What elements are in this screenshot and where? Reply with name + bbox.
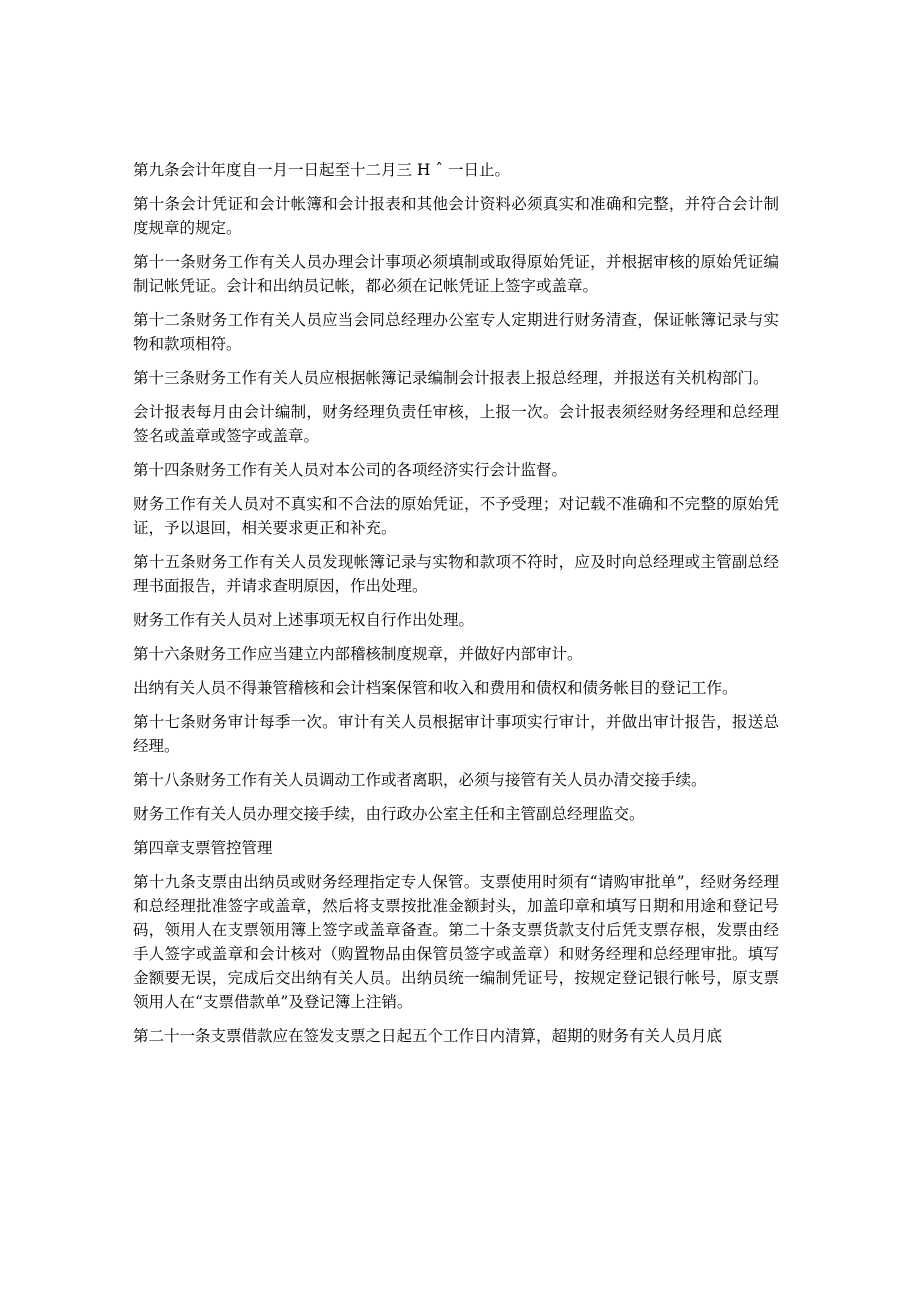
article-21-paragraph: 第二十一条支票借款应在签发支票之日起五个工作日内清算，超期的财务有关人员月底 (133, 1027, 723, 1045)
article-10-paragraph: 第十条会计凭证和会计帐簿和会计报表和其他会计资料必须真实和准确和完整，并符合会计制度规章的规定。 (133, 195, 779, 237)
chapter-4-heading: 第四章支票管控管理 (133, 839, 273, 857)
cashier-restriction-paragraph: 出纳有关人员不得兼管稽核和会计档案保管和收入和费用和债权和债务帐目的登记工作。 (133, 679, 738, 697)
article-9-paragraph: 第九条会计年度自一月一日起至十二月三 H ˆ 一日止。 (133, 161, 511, 179)
monthly-report-paragraph: 会计报表每月由会计编制，财务经理负责任审核，上报一次。会计报表须经财务经理和总经理签名或盖章或签字或盖章。 (133, 403, 779, 445)
no-self-handling-paragraph: 财务工作有关人员对上述事项无权自行作出处理。 (133, 611, 475, 629)
article-17-paragraph: 第十七条财务审计每季一次。审计有关人员根据审计事项实行审计，并做出审计报告，报送总经理。 (133, 713, 779, 755)
article-11-paragraph: 第十一条财务工作有关人员办理会计事项必须填制或取得原始凭证，并根据审核的原始凭证编制记帐凭证。会计和出纳员记帐，都必须在记帐凭证上签字或盖章。 (133, 253, 779, 295)
article-14-paragraph: 第十四条财务工作有关人员对本公司的各项经济实行会计监督。 (133, 461, 568, 479)
article-16-paragraph: 第十六条财务工作应当建立内部稽核制度规章，并做好内部审计。 (133, 645, 583, 663)
document-page (133, 158, 779, 1058)
handover-supervision-paragraph: 财务工作有关人员办理交接手续，由行政办公室主任和主管副总经理监交。 (133, 805, 645, 823)
article-13-paragraph: 第十三条财务工作有关人员应根据帐簿记录编制会计报表上报总经理，并报送有关机构部门。 (133, 369, 769, 387)
article-19-20-paragraph: 第十九条支票由出纳员或财务经理指定专人保管。支票使用时须有“请购审批单”，经财务经理和总经理批准签字或盖章，然后将支票按批准金额封头，加盖印章和填写日期和用途和登记号码，领用人在支票领用簿上签字或盖章备查。第二十条支票货款支付后凭支票存根，发票由经手人签字或盖章和会计核对（购置物品由保管员签字或盖章）和财务经理和总经理审批。填写金额要无误，完成后交出纳有关人员。出纳员统一编制凭证号，按规定登记银行帐号，原支票领用人在“支票借款单”及登记簿上注销。 (133, 873, 779, 1011)
article-12-paragraph: 第十二条财务工作有关人员应当会同总经理办公室专人定期进行财务清查，保证帐簿记录与实物和款项相符。 (133, 311, 779, 353)
article-18-paragraph: 第十八条财务工作有关人员调动工作或者离职，必须与接管有关人员办清交接手续。 (133, 771, 707, 789)
invalid-voucher-paragraph: 财务工作有关人员对不真实和不合法的原始凭证，不予受理；对记载不准确和不完整的原始凭证，予以退回，相关要求更正和补充。 (133, 495, 779, 537)
article-15-paragraph: 第十五条财务工作有关人员发现帐簿记录与实物和款项不符时，应及时向总经理或主管副总经理书面报告，并请求查明原因，作出处理。 (133, 553, 779, 595)
